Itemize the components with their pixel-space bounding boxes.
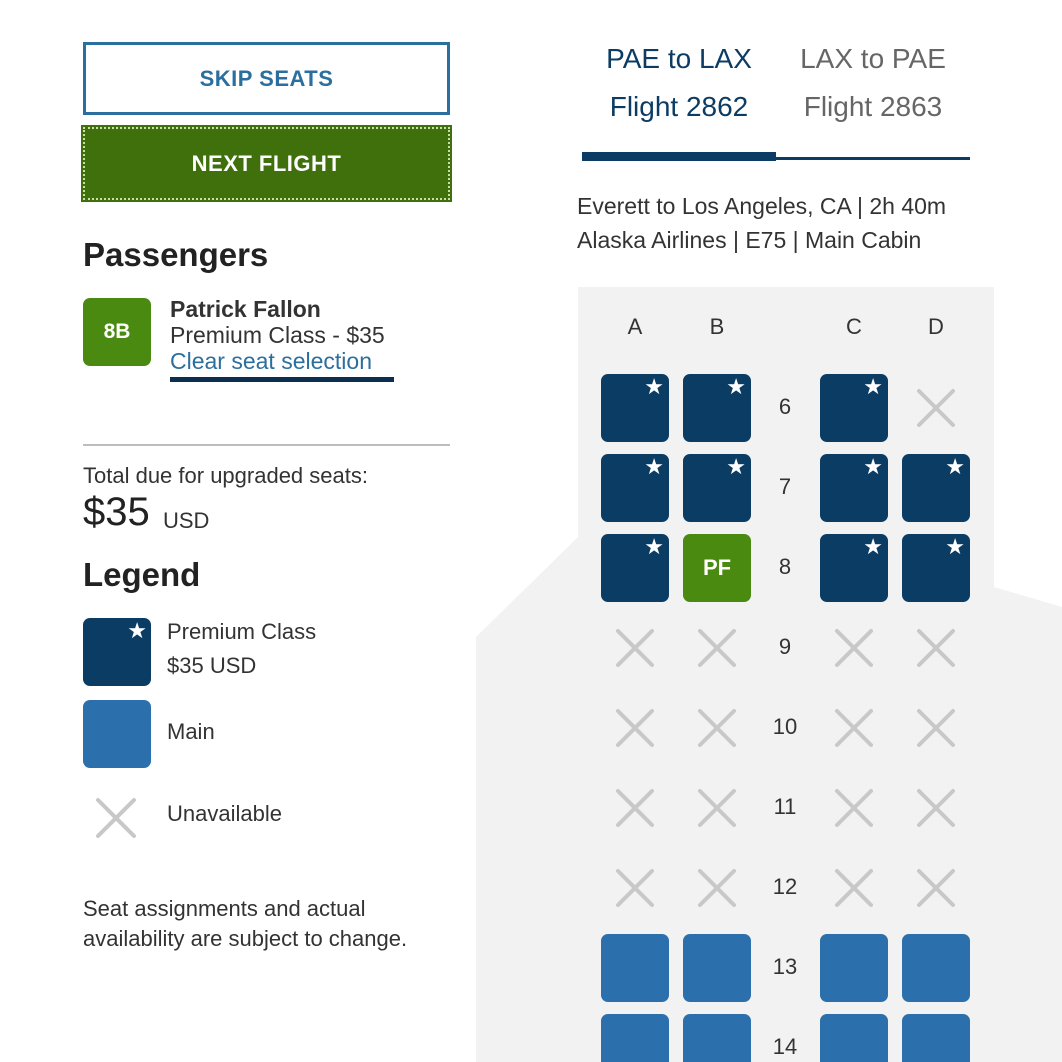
seat-row-number: 10 (772, 714, 798, 739)
skip-seats-button[interactable]: SKIP SEATS (83, 42, 450, 115)
seat-7a[interactable] (601, 454, 669, 522)
x-icon (95, 797, 137, 839)
availability-note: Seat assignments and actual availability are subject to change. (83, 896, 408, 951)
seat-10c (820, 694, 888, 762)
legend-premium-price: $35 USD (167, 653, 257, 678)
seat-column-label: C (846, 314, 862, 339)
active-passenger-indicator (170, 377, 394, 382)
star-icon: ★ (945, 534, 965, 559)
passenger-seat-class: Premium Class - $35 (170, 322, 385, 348)
legend-main-label: Main (167, 719, 215, 744)
seat-11d (902, 774, 970, 842)
x-icon (615, 868, 655, 908)
x-icon (916, 628, 956, 668)
x-icon (615, 708, 655, 748)
seat-row-number: 14 (772, 1034, 798, 1059)
tab-flight-number: Flight 2863 (803, 91, 943, 122)
total-label: Total due for upgraded seats: (83, 463, 368, 488)
seat-8c[interactable] (820, 534, 888, 602)
seat-6c[interactable] (820, 374, 888, 442)
seat-row-number: 13 (772, 954, 798, 979)
seat-row-number: 9 (778, 634, 792, 659)
tab-flight-number: Flight 2862 (609, 91, 749, 122)
seat-13d[interactable] (902, 934, 970, 1002)
seat-8d[interactable] (902, 534, 970, 602)
seat-row-number: 11 (773, 794, 797, 819)
legend-unavailable-label: Unavailable (167, 801, 282, 826)
seat-12d (902, 854, 970, 922)
seat-10b (683, 694, 751, 762)
star-icon: ★ (644, 454, 664, 479)
clear-seat-selection-link[interactable]: Clear seat selection (170, 348, 372, 374)
seat-12c (820, 854, 888, 922)
active-tab-indicator (582, 152, 776, 161)
x-icon (697, 788, 737, 828)
seat-12b (683, 854, 751, 922)
star-icon: ★ (726, 454, 746, 479)
x-icon (697, 708, 737, 748)
seat-13a[interactable] (601, 934, 669, 1002)
seat-9d (902, 614, 970, 682)
seat-8b[interactable]: PF (683, 534, 751, 602)
seat-14a[interactable] (601, 1014, 669, 1062)
x-icon (834, 628, 874, 668)
divider (83, 444, 450, 446)
seat-10a (601, 694, 669, 762)
star-icon: ★ (127, 618, 147, 643)
seat-11a (601, 774, 669, 842)
tab-flight-2862[interactable] (582, 35, 776, 131)
seat-8a[interactable] (601, 534, 669, 602)
x-icon (697, 628, 737, 668)
next-flight-button[interactable]: NEXT FLIGHT (83, 127, 450, 200)
passenger-seat-badge: 8B (83, 298, 151, 366)
x-icon (916, 788, 956, 828)
seat-9a (601, 614, 669, 682)
x-icon (916, 868, 956, 908)
seat-13c[interactable] (820, 934, 888, 1002)
tab-route: LAX to PAE (800, 43, 946, 74)
star-icon: ★ (644, 374, 664, 399)
x-icon (916, 708, 956, 748)
legend-heading: Legend (83, 556, 201, 593)
seat-9c (820, 614, 888, 682)
legend-premium-swatch (83, 618, 151, 686)
seat-6a[interactable] (601, 374, 669, 442)
x-icon (615, 628, 655, 668)
star-icon: ★ (863, 534, 883, 559)
x-icon (615, 788, 655, 828)
seat-row-number: 6 (778, 394, 792, 419)
legend-main-swatch (83, 700, 151, 768)
x-icon (834, 868, 874, 908)
tab-route: PAE to LAX (606, 43, 752, 74)
seat-13b[interactable] (683, 934, 751, 1002)
tab-flight-2863[interactable] (776, 35, 970, 131)
seat-row-number: 12 (772, 874, 798, 899)
seat-11c (820, 774, 888, 842)
seat-6b[interactable] (683, 374, 751, 442)
seat-7c[interactable] (820, 454, 888, 522)
total-currency: USD (163, 508, 210, 533)
seat-column-label: A (627, 314, 643, 339)
passenger-name: Patrick Fallon (170, 296, 321, 322)
seat-column-label: D (928, 314, 944, 339)
seat-row-number: 7 (778, 474, 792, 499)
flight-aircraft-info: Alaska Airlines | E75 | Main Cabin (577, 227, 922, 253)
seat-10d (902, 694, 970, 762)
star-icon: ★ (726, 374, 746, 399)
seat-row-number: 8 (778, 554, 792, 579)
seat-14d[interactable] (902, 1014, 970, 1062)
seat-14b[interactable] (683, 1014, 751, 1062)
legend-premium-label: Premium Class (167, 619, 317, 644)
star-icon: ★ (644, 534, 664, 559)
seat-11b (683, 774, 751, 842)
total-amount: $35 (83, 490, 150, 534)
x-icon (916, 388, 956, 428)
seat-14c[interactable] (820, 1014, 888, 1062)
flight-route-info: Everett to Los Angeles, CA | 2h 40m (577, 193, 947, 219)
x-icon (697, 868, 737, 908)
star-icon: ★ (945, 454, 965, 479)
seat-column-label: B (709, 314, 725, 339)
seat-6d (902, 374, 970, 442)
passengers-heading: Passengers (83, 236, 269, 273)
seat-12a (601, 854, 669, 922)
x-icon (834, 788, 874, 828)
seat-7b[interactable] (683, 454, 751, 522)
star-icon: ★ (863, 374, 883, 399)
x-icon (834, 708, 874, 748)
seat-9b (683, 614, 751, 682)
star-icon: ★ (863, 454, 883, 479)
seat-7d[interactable] (902, 454, 970, 522)
